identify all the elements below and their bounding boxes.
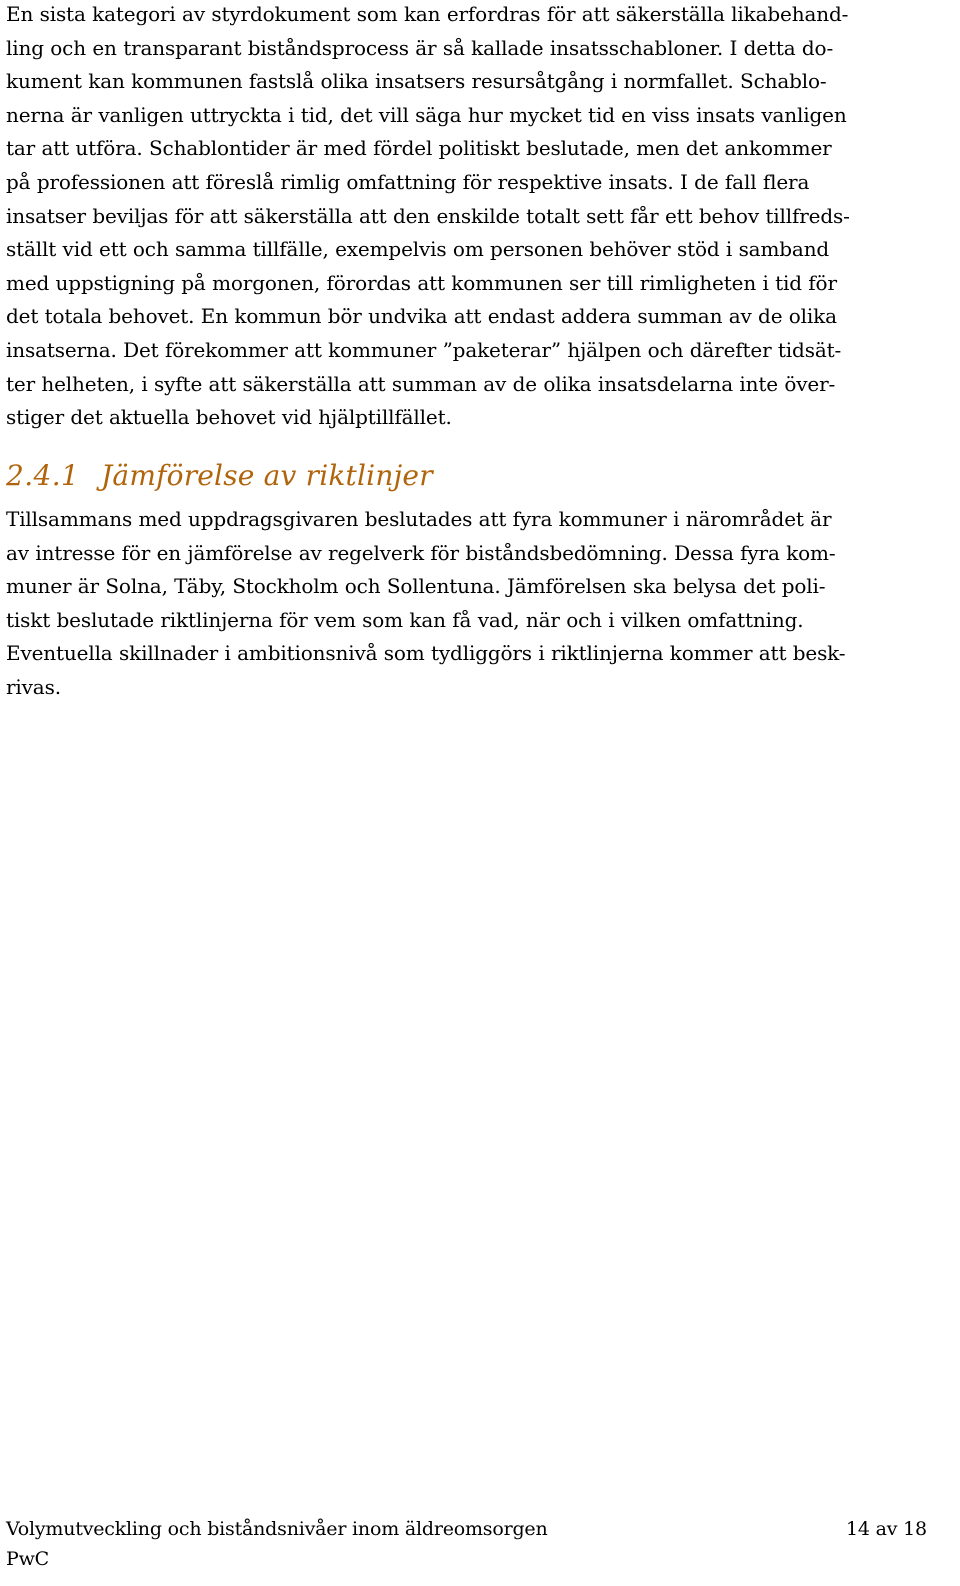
section-paragraph: Tillsammans med uppdragsgivaren beslutades att fyra kommuner i närområdet är av intresse för en jämförelse av regelverk för biståndsbedömning. Dessa fyra kom- muner är Solna, Täby, Stockholm och Sollentuna. Jämförelsen ska belysa det poli- tiskt beslutade riktlinjerna för vem som kan få vad, när och i vilken omfattning. Eventuella skillnader i ambitionsnivå som tydliggörs i riktlinjerna kommer att besk- rivas. xyxy=(6,507,846,699)
section-title: Jämförelse av riktlinjer xyxy=(101,459,433,492)
footer-organization: PwC xyxy=(6,1548,49,1570)
section-heading xyxy=(6,459,433,492)
footer-page-number: 14 av 18 xyxy=(846,1518,927,1540)
section-number: 2.4.1 xyxy=(6,459,80,492)
footer-document-title: Volymutveckling och biståndsnivåer inom äldreomsorgen xyxy=(6,1518,548,1540)
document-page xyxy=(6,0,926,1586)
intro-paragraph: En sista kategori av styrdokument som kan erfordras för att säkerställa likabehand- ling och en transparant biståndsprocess är så kallade insatsschabloner. I detta do- kument kan kommunen fastslå olika insatsers resursåtgång i normfallet. Schablo- nerna är vanligen uttryckta i tid, det vill säga hur mycket tid en viss insats vanligen tar att utföra. Schablontider är med fördel politiskt beslutade, men det ankommer på professionen att föreslå rimlig omfattning för respektive insats. I de fall flera insatser beviljas för att säkerställa att den enskilde totalt sett får ett behov tillfreds- ställt vid ett och samma tillfälle, exempelvis om personen behöver stöd i samband med uppstigning på morgonen, förordas att kommunen ser till rimligheten i tid för det totala behovet. En kommun bör undvika att endast addera summan av de olika insatserna. Det förekommer att kommuner ”paketerar” hjälpen och därefter tidsät- ter helheten, i syfte att säkerställa att summan av de olika insatsdelarna inte över- stiger det aktuella behovet vid hjälptillfället. xyxy=(6,2,850,430)
